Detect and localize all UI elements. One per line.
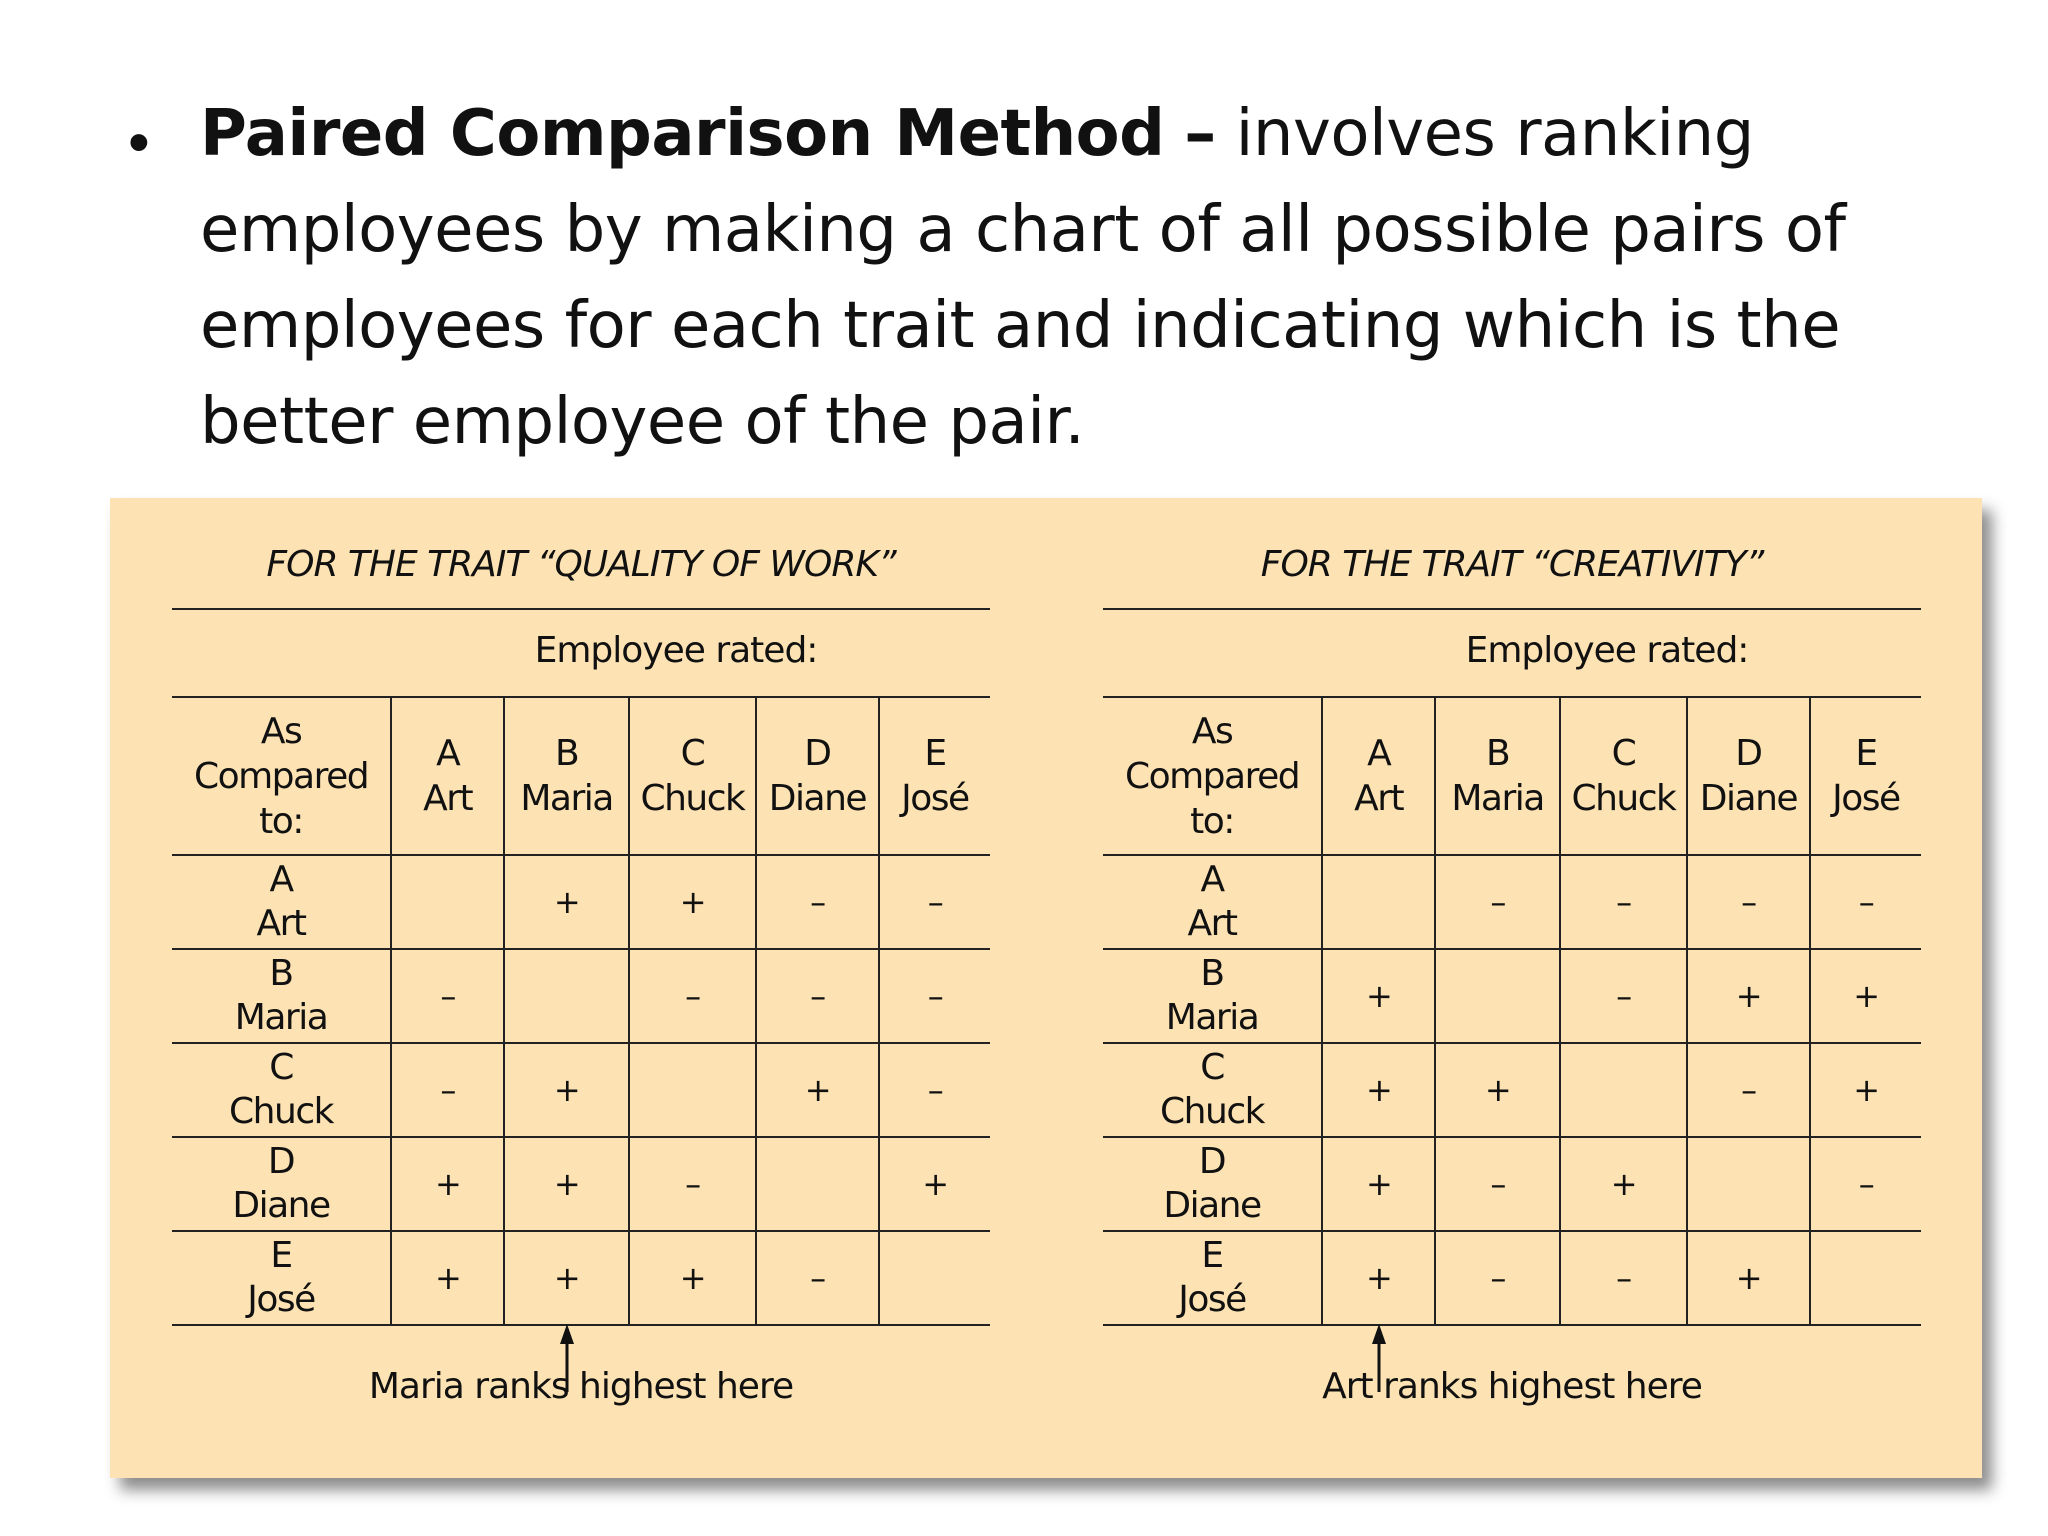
column-letter: A xyxy=(1367,733,1391,774)
comparison-cell: – xyxy=(1435,1231,1560,1325)
column-header xyxy=(1687,697,1810,855)
row-header xyxy=(1103,1043,1322,1137)
row-name: Maria xyxy=(234,997,328,1038)
column-name: Maria xyxy=(1451,778,1544,819)
corner-line: As xyxy=(1191,710,1233,752)
row-header xyxy=(1103,855,1322,949)
comparison-cell: – xyxy=(879,1043,990,1137)
comparison-cell xyxy=(391,855,504,949)
bullet-point xyxy=(120,86,1920,470)
table-body xyxy=(1103,855,1921,1325)
row-letter: E xyxy=(1201,1235,1223,1276)
comparison-table xyxy=(1103,696,1921,1326)
column-header xyxy=(1560,697,1687,855)
column-header xyxy=(1322,697,1435,855)
column-header xyxy=(1435,697,1560,855)
column-name: Art xyxy=(423,778,473,819)
column-header xyxy=(629,697,756,855)
row-letter: C xyxy=(1200,1047,1224,1088)
comparison-cell xyxy=(1810,1231,1921,1325)
comparison-cell xyxy=(504,949,629,1043)
table-row xyxy=(172,1043,990,1137)
column-name: Art xyxy=(1354,778,1404,819)
comparison-cell: + xyxy=(1322,1137,1435,1231)
corner-header xyxy=(1103,697,1322,855)
column-header xyxy=(504,697,629,855)
comparison-cell xyxy=(1560,1043,1687,1137)
column-letter: C xyxy=(680,733,705,774)
comparison-cell: + xyxy=(504,1231,629,1325)
comparison-cell: – xyxy=(1560,855,1687,949)
column-header xyxy=(391,697,504,855)
comparison-cell: + xyxy=(1435,1043,1560,1137)
comparison-cell: + xyxy=(1560,1137,1687,1231)
row-name: Diane xyxy=(1163,1185,1261,1226)
comparison-cell xyxy=(629,1043,756,1137)
comparison-cell: – xyxy=(756,949,879,1043)
comparison-cell: – xyxy=(879,855,990,949)
column-letter: D xyxy=(804,733,831,774)
comparison-cell: + xyxy=(879,1137,990,1231)
figure-title: FOR THE TRAIT “QUALITY OF WORK” xyxy=(266,544,896,585)
corner-line: to: xyxy=(259,800,303,842)
table-row xyxy=(1103,1043,1921,1137)
comparison-cell: – xyxy=(879,949,990,1043)
comparison-cell: + xyxy=(1810,949,1921,1043)
corner-header xyxy=(172,697,391,855)
row-letter: D xyxy=(1198,1141,1226,1182)
column-letter: A xyxy=(436,733,460,774)
row-letter: B xyxy=(269,953,293,994)
comparison-cell: + xyxy=(391,1137,504,1231)
comparison-cell: + xyxy=(1322,1231,1435,1325)
row-name: Chuck xyxy=(1160,1091,1264,1132)
comparison-cell: – xyxy=(1560,949,1687,1043)
bullet-body: involves ranking employees by making a chart of all possible pairs of employees for each trait and indicating which is the better employee of the pair. xyxy=(200,97,1846,459)
column-name: José xyxy=(1832,778,1900,819)
column-letter: E xyxy=(924,733,946,774)
column-letter: B xyxy=(554,733,579,774)
table-row xyxy=(1103,1231,1921,1325)
comparison-cell xyxy=(879,1231,990,1325)
column-letter: C xyxy=(1611,733,1636,774)
figure-quality-of-work xyxy=(172,498,990,1478)
row-name: José xyxy=(247,1279,315,1320)
bullet-term: Paired Comparison Method xyxy=(200,97,1165,171)
table-row xyxy=(172,1231,990,1325)
row-letter: C xyxy=(269,1047,293,1088)
table-row xyxy=(172,1137,990,1231)
table-row xyxy=(1103,855,1921,949)
row-letter: A xyxy=(1200,859,1224,900)
comparison-cell: – xyxy=(1435,855,1560,949)
bullet-dot-icon: • xyxy=(128,108,150,177)
comparison-cell: – xyxy=(1435,1137,1560,1231)
title-rule xyxy=(172,608,990,610)
table-row xyxy=(1103,949,1921,1043)
row-name: Diane xyxy=(232,1185,330,1226)
column-name: Chuck xyxy=(640,778,745,819)
column-letter: E xyxy=(1855,733,1877,774)
comparison-cell: + xyxy=(629,1231,756,1325)
column-name: Chuck xyxy=(1571,778,1676,819)
comparison-cell: + xyxy=(1322,949,1435,1043)
column-name: Diane xyxy=(1699,778,1798,819)
column-header xyxy=(879,697,990,855)
row-header xyxy=(1103,1231,1322,1325)
comparison-cell: + xyxy=(504,1137,629,1231)
comparison-cell: – xyxy=(1560,1231,1687,1325)
corner-line: As xyxy=(260,710,302,752)
row-header xyxy=(172,949,391,1043)
table-row xyxy=(1103,1137,1921,1231)
ranking-caption: Art ranks highest here xyxy=(1322,1366,1702,1407)
row-name: Chuck xyxy=(229,1091,333,1132)
ranking-caption: Maria ranks highest here xyxy=(368,1366,794,1407)
comparison-cell: – xyxy=(629,1137,756,1231)
employee-rated-label: Employee rated: xyxy=(1465,630,1749,671)
row-name: Art xyxy=(256,903,306,944)
row-letter: A xyxy=(269,859,293,900)
column-letter: B xyxy=(1485,733,1510,774)
comparison-cell: + xyxy=(756,1043,879,1137)
comparison-cell: – xyxy=(1810,855,1921,949)
column-header xyxy=(1810,697,1921,855)
comparison-cell: + xyxy=(1810,1043,1921,1137)
comparison-cell: + xyxy=(1322,1043,1435,1137)
column-name: José xyxy=(901,778,969,819)
comparison-cell: – xyxy=(1687,855,1810,949)
row-header xyxy=(1103,1137,1322,1231)
comparison-cell: – xyxy=(629,949,756,1043)
comparison-cell xyxy=(1435,949,1560,1043)
row-name: Maria xyxy=(1165,997,1259,1038)
comparison-cell: – xyxy=(391,949,504,1043)
bullet-text xyxy=(200,86,1920,470)
comparison-cell: + xyxy=(504,1043,629,1137)
row-header xyxy=(172,1137,391,1231)
row-header xyxy=(172,855,391,949)
row-letter: D xyxy=(267,1141,295,1182)
comparison-cell xyxy=(1322,855,1435,949)
comparison-table xyxy=(172,696,990,1326)
employee-rated-label: Employee rated: xyxy=(534,630,818,671)
column-name: Diane xyxy=(768,778,867,819)
comparison-cell xyxy=(1687,1137,1810,1231)
header-row xyxy=(172,697,990,855)
figure-title: FOR THE TRAIT “CREATIVITY” xyxy=(1260,544,1764,585)
figure-creativity xyxy=(1103,498,1921,1478)
row-name: José xyxy=(1178,1279,1246,1320)
comparison-cell: + xyxy=(629,855,756,949)
table-row xyxy=(172,949,990,1043)
header-row xyxy=(1103,697,1921,855)
corner-line: to: xyxy=(1190,800,1234,842)
table-body xyxy=(172,855,990,1325)
table-row xyxy=(172,855,990,949)
comparison-cell: – xyxy=(756,1231,879,1325)
corner-line: Compared xyxy=(193,755,369,797)
bullet-dash: – xyxy=(1184,97,1216,171)
comparison-cell: – xyxy=(756,855,879,949)
column-letter: D xyxy=(1735,733,1762,774)
comparison-cell: – xyxy=(1687,1043,1810,1137)
column-name: Maria xyxy=(520,778,613,819)
comparison-cell: – xyxy=(1810,1137,1921,1231)
column-header xyxy=(756,697,879,855)
comparison-cell: + xyxy=(391,1231,504,1325)
row-header xyxy=(1103,949,1322,1043)
row-letter: E xyxy=(270,1235,292,1276)
corner-line: Compared xyxy=(1124,755,1300,797)
row-letter: B xyxy=(1200,953,1224,994)
figure-panel xyxy=(110,498,1982,1478)
comparison-cell: + xyxy=(504,855,629,949)
row-name: Art xyxy=(1187,903,1237,944)
row-header xyxy=(172,1231,391,1325)
comparison-cell: + xyxy=(1687,949,1810,1043)
row-header xyxy=(172,1043,391,1137)
comparison-cell: – xyxy=(391,1043,504,1137)
comparison-cell xyxy=(756,1137,879,1231)
comparison-cell: + xyxy=(1687,1231,1810,1325)
title-rule xyxy=(1103,608,1921,610)
